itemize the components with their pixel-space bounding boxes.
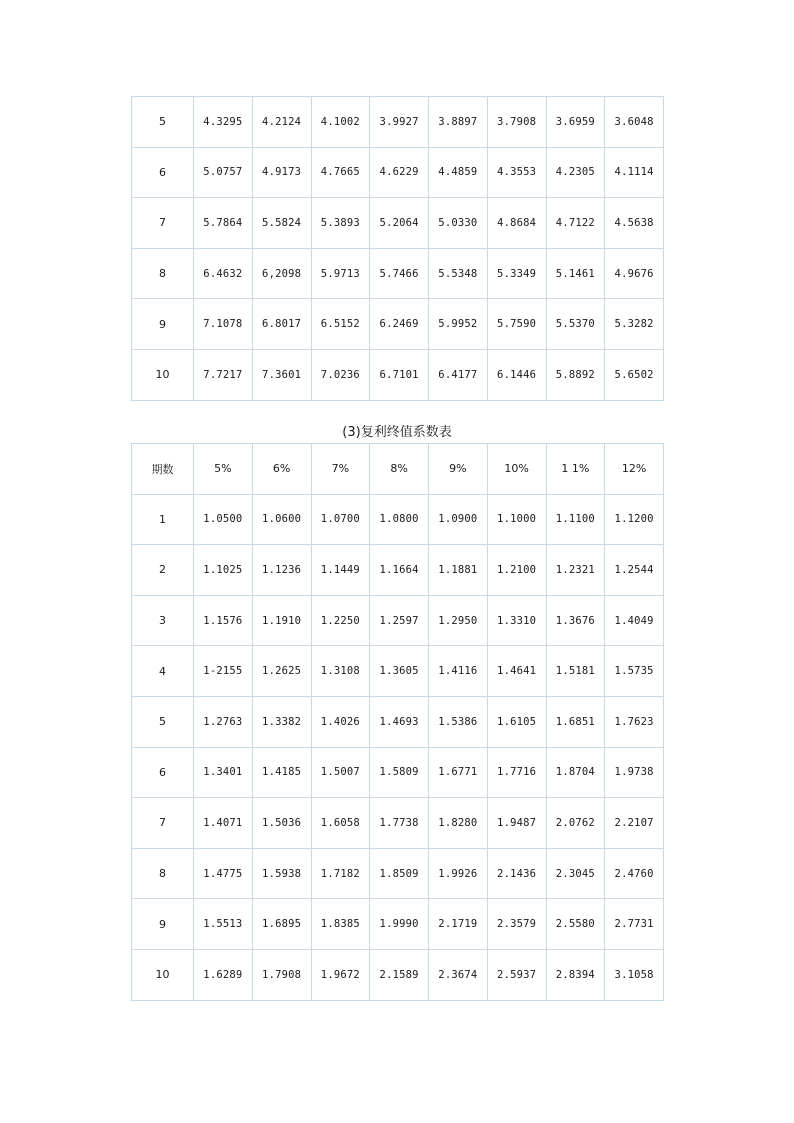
value-cell: 1.3605 [370, 646, 429, 697]
value-cell: 1.1100 [546, 494, 605, 545]
value-cell: 3.9927 [370, 97, 429, 148]
header-cell-rate: 8% [370, 444, 429, 495]
value-cell: 4.2124 [252, 97, 311, 148]
value-cell: 1.0800 [370, 494, 429, 545]
period-cell: 10 [132, 949, 194, 1000]
value-cell: 6,2098 [252, 248, 311, 299]
period-cell: 3 [132, 595, 194, 646]
value-cell: 5.3893 [311, 198, 370, 249]
value-cell: 2.8394 [546, 949, 605, 1000]
period-cell: 8 [132, 848, 194, 899]
value-cell: 1.5938 [252, 848, 311, 899]
value-cell: 1.2597 [370, 595, 429, 646]
value-cell: 1.2625 [252, 646, 311, 697]
period-cell: 5 [132, 696, 194, 747]
value-cell: 1.6058 [311, 798, 370, 849]
value-cell: 5.7466 [370, 248, 429, 299]
period-cell: 9 [132, 299, 194, 350]
table-row [132, 147, 664, 198]
table-row [132, 899, 664, 950]
table-header [132, 444, 664, 495]
period-cell: 9 [132, 899, 194, 950]
value-cell: 1.4693 [370, 696, 429, 747]
period-cell: 2 [132, 545, 194, 596]
table-row [132, 494, 664, 545]
value-cell: 2.3045 [546, 848, 605, 899]
value-cell: 1.8509 [370, 848, 429, 899]
value-cell: 5.6502 [605, 349, 664, 400]
value-cell: 5.3349 [487, 248, 546, 299]
value-cell: 6.5152 [311, 299, 370, 350]
value-cell: 5.8892 [546, 349, 605, 400]
annuity-present-value-table-continued [131, 96, 664, 401]
value-cell: 1.9487 [487, 798, 546, 849]
value-cell: 1.7182 [311, 848, 370, 899]
value-cell: 1.7908 [252, 949, 311, 1000]
compound-future-value-table [131, 443, 664, 1001]
bottom-table-body [132, 494, 664, 1000]
value-cell: 1.7738 [370, 798, 429, 849]
period-cell: 6 [132, 147, 194, 198]
value-cell: 1.4775 [194, 848, 253, 899]
value-cell: 4.3295 [194, 97, 253, 148]
table-row [132, 97, 664, 148]
value-cell: 3.6048 [605, 97, 664, 148]
period-cell: 5 [132, 97, 194, 148]
value-cell: 1.0900 [429, 494, 488, 545]
table-row [132, 349, 664, 400]
value-cell: 1.4641 [487, 646, 546, 697]
header-cell-period: 期数 [132, 444, 194, 495]
value-cell: 2.4760 [605, 848, 664, 899]
value-cell: 1.2321 [546, 545, 605, 596]
value-cell: 1.9738 [605, 747, 664, 798]
value-cell: 1.5007 [311, 747, 370, 798]
value-cell: 3.7908 [487, 97, 546, 148]
value-cell: 4.6229 [370, 147, 429, 198]
value-cell: 2.5580 [546, 899, 605, 950]
value-cell: 5.7590 [487, 299, 546, 350]
value-cell: 2.0762 [546, 798, 605, 849]
value-cell: 1.3676 [546, 595, 605, 646]
value-cell: 7.0236 [311, 349, 370, 400]
header-row [132, 444, 664, 495]
value-cell: 4.2305 [546, 147, 605, 198]
value-cell: 1.8385 [311, 899, 370, 950]
value-cell: 1.2544 [605, 545, 664, 596]
value-cell: 5.9713 [311, 248, 370, 299]
value-cell: 1.6895 [252, 899, 311, 950]
value-cell: 4.7122 [546, 198, 605, 249]
value-cell: 4.8684 [487, 198, 546, 249]
value-cell: 1.1881 [429, 545, 488, 596]
value-cell: 1.0700 [311, 494, 370, 545]
header-cell-rate: 12% [605, 444, 664, 495]
value-cell: 1.3108 [311, 646, 370, 697]
value-cell: 1.3401 [194, 747, 253, 798]
table-row [132, 848, 664, 899]
table-row [132, 248, 664, 299]
value-cell: 1.1910 [252, 595, 311, 646]
value-cell: 4.9173 [252, 147, 311, 198]
value-cell: 1.5181 [546, 646, 605, 697]
value-cell: 5.0330 [429, 198, 488, 249]
header-cell-rate: 10% [487, 444, 546, 495]
period-cell: 8 [132, 248, 194, 299]
value-cell: 2.7731 [605, 899, 664, 950]
header-cell-rate: 9% [429, 444, 488, 495]
period-cell: 6 [132, 747, 194, 798]
value-cell: 1.4185 [252, 747, 311, 798]
period-cell: 4 [132, 646, 194, 697]
table-row [132, 299, 664, 350]
value-cell: 1.7716 [487, 747, 546, 798]
value-cell: 4.4859 [429, 147, 488, 198]
value-cell: 1.2250 [311, 595, 370, 646]
value-cell: 1.9990 [370, 899, 429, 950]
value-cell: 6.7101 [370, 349, 429, 400]
value-cell: 1.6289 [194, 949, 253, 1000]
table-row [132, 198, 664, 249]
value-cell: 2.2107 [605, 798, 664, 849]
value-cell: 6.4632 [194, 248, 253, 299]
period-cell: 7 [132, 198, 194, 249]
period-cell: 1 [132, 494, 194, 545]
table-row [132, 747, 664, 798]
value-cell: 4.1002 [311, 97, 370, 148]
value-cell: 5.5370 [546, 299, 605, 350]
table-row [132, 545, 664, 596]
value-cell: 1.4071 [194, 798, 253, 849]
table-row [132, 696, 664, 747]
value-cell: 7.3601 [252, 349, 311, 400]
value-cell: 6.2469 [370, 299, 429, 350]
value-cell: 1.1236 [252, 545, 311, 596]
value-cell: 1.0600 [252, 494, 311, 545]
value-cell: 1.1000 [487, 494, 546, 545]
table-row [132, 646, 664, 697]
value-cell: 5.5824 [252, 198, 311, 249]
period-cell: 10 [132, 349, 194, 400]
value-cell: 1.9672 [311, 949, 370, 1000]
value-cell: 1.1449 [311, 545, 370, 596]
value-cell: 5.1461 [546, 248, 605, 299]
value-cell: 5.2064 [370, 198, 429, 249]
value-cell: 1.5735 [605, 646, 664, 697]
value-cell: 1.8280 [429, 798, 488, 849]
value-cell: 2.1589 [370, 949, 429, 1000]
value-cell: 1.5809 [370, 747, 429, 798]
period-cell: 7 [132, 798, 194, 849]
section-title: (3)复利终值系数表 [342, 425, 452, 440]
value-cell: 2.3674 [429, 949, 488, 1000]
value-cell: 1.3310 [487, 595, 546, 646]
top-table-body [132, 97, 664, 401]
value-cell: 2.5937 [487, 949, 546, 1000]
value-cell: 1.6771 [429, 747, 488, 798]
value-cell: 1.4116 [429, 646, 488, 697]
value-cell: 5.7864 [194, 198, 253, 249]
value-cell: 6.1446 [487, 349, 546, 400]
value-cell: 6.4177 [429, 349, 488, 400]
value-cell: 1.5513 [194, 899, 253, 950]
header-cell-rate: 5% [194, 444, 253, 495]
value-cell: 1.5386 [429, 696, 488, 747]
value-cell: 1.5036 [252, 798, 311, 849]
value-cell: 1.9926 [429, 848, 488, 899]
value-cell: 4.3553 [487, 147, 546, 198]
value-cell: 5.5348 [429, 248, 488, 299]
value-cell: 7.7217 [194, 349, 253, 400]
value-cell: 1.6851 [546, 696, 605, 747]
value-cell: 1-2155 [194, 646, 253, 697]
value-cell: 1.1664 [370, 545, 429, 596]
table-row [132, 949, 664, 1000]
value-cell: 1.7623 [605, 696, 664, 747]
value-cell: 2.1436 [487, 848, 546, 899]
value-cell: 5.3282 [605, 299, 664, 350]
value-cell: 1.8704 [546, 747, 605, 798]
header-cell-rate: 7% [311, 444, 370, 495]
value-cell: 6.8017 [252, 299, 311, 350]
value-cell: 1.1576 [194, 595, 253, 646]
value-cell: 3.8897 [429, 97, 488, 148]
value-cell: 2.3579 [487, 899, 546, 950]
value-cell: 1.1200 [605, 494, 664, 545]
header-cell-rate: 1 1% [546, 444, 605, 495]
value-cell: 2.1719 [429, 899, 488, 950]
value-cell: 7.1078 [194, 299, 253, 350]
value-cell: 5.9952 [429, 299, 488, 350]
value-cell: 1.2100 [487, 545, 546, 596]
table-row [132, 798, 664, 849]
header-cell-rate: 6% [252, 444, 311, 495]
value-cell: 1.0500 [194, 494, 253, 545]
value-cell: 3.1058 [605, 949, 664, 1000]
table-row [132, 595, 664, 646]
value-cell: 5.0757 [194, 147, 253, 198]
value-cell: 4.1114 [605, 147, 664, 198]
value-cell: 1.6105 [487, 696, 546, 747]
value-cell: 1.2950 [429, 595, 488, 646]
value-cell: 1.2763 [194, 696, 253, 747]
value-cell: 1.4049 [605, 595, 664, 646]
value-cell: 4.7665 [311, 147, 370, 198]
value-cell: 1.4026 [311, 696, 370, 747]
value-cell: 3.6959 [546, 97, 605, 148]
value-cell: 1.1025 [194, 545, 253, 596]
value-cell: 4.9676 [605, 248, 664, 299]
value-cell: 1.3382 [252, 696, 311, 747]
value-cell: 4.5638 [605, 198, 664, 249]
